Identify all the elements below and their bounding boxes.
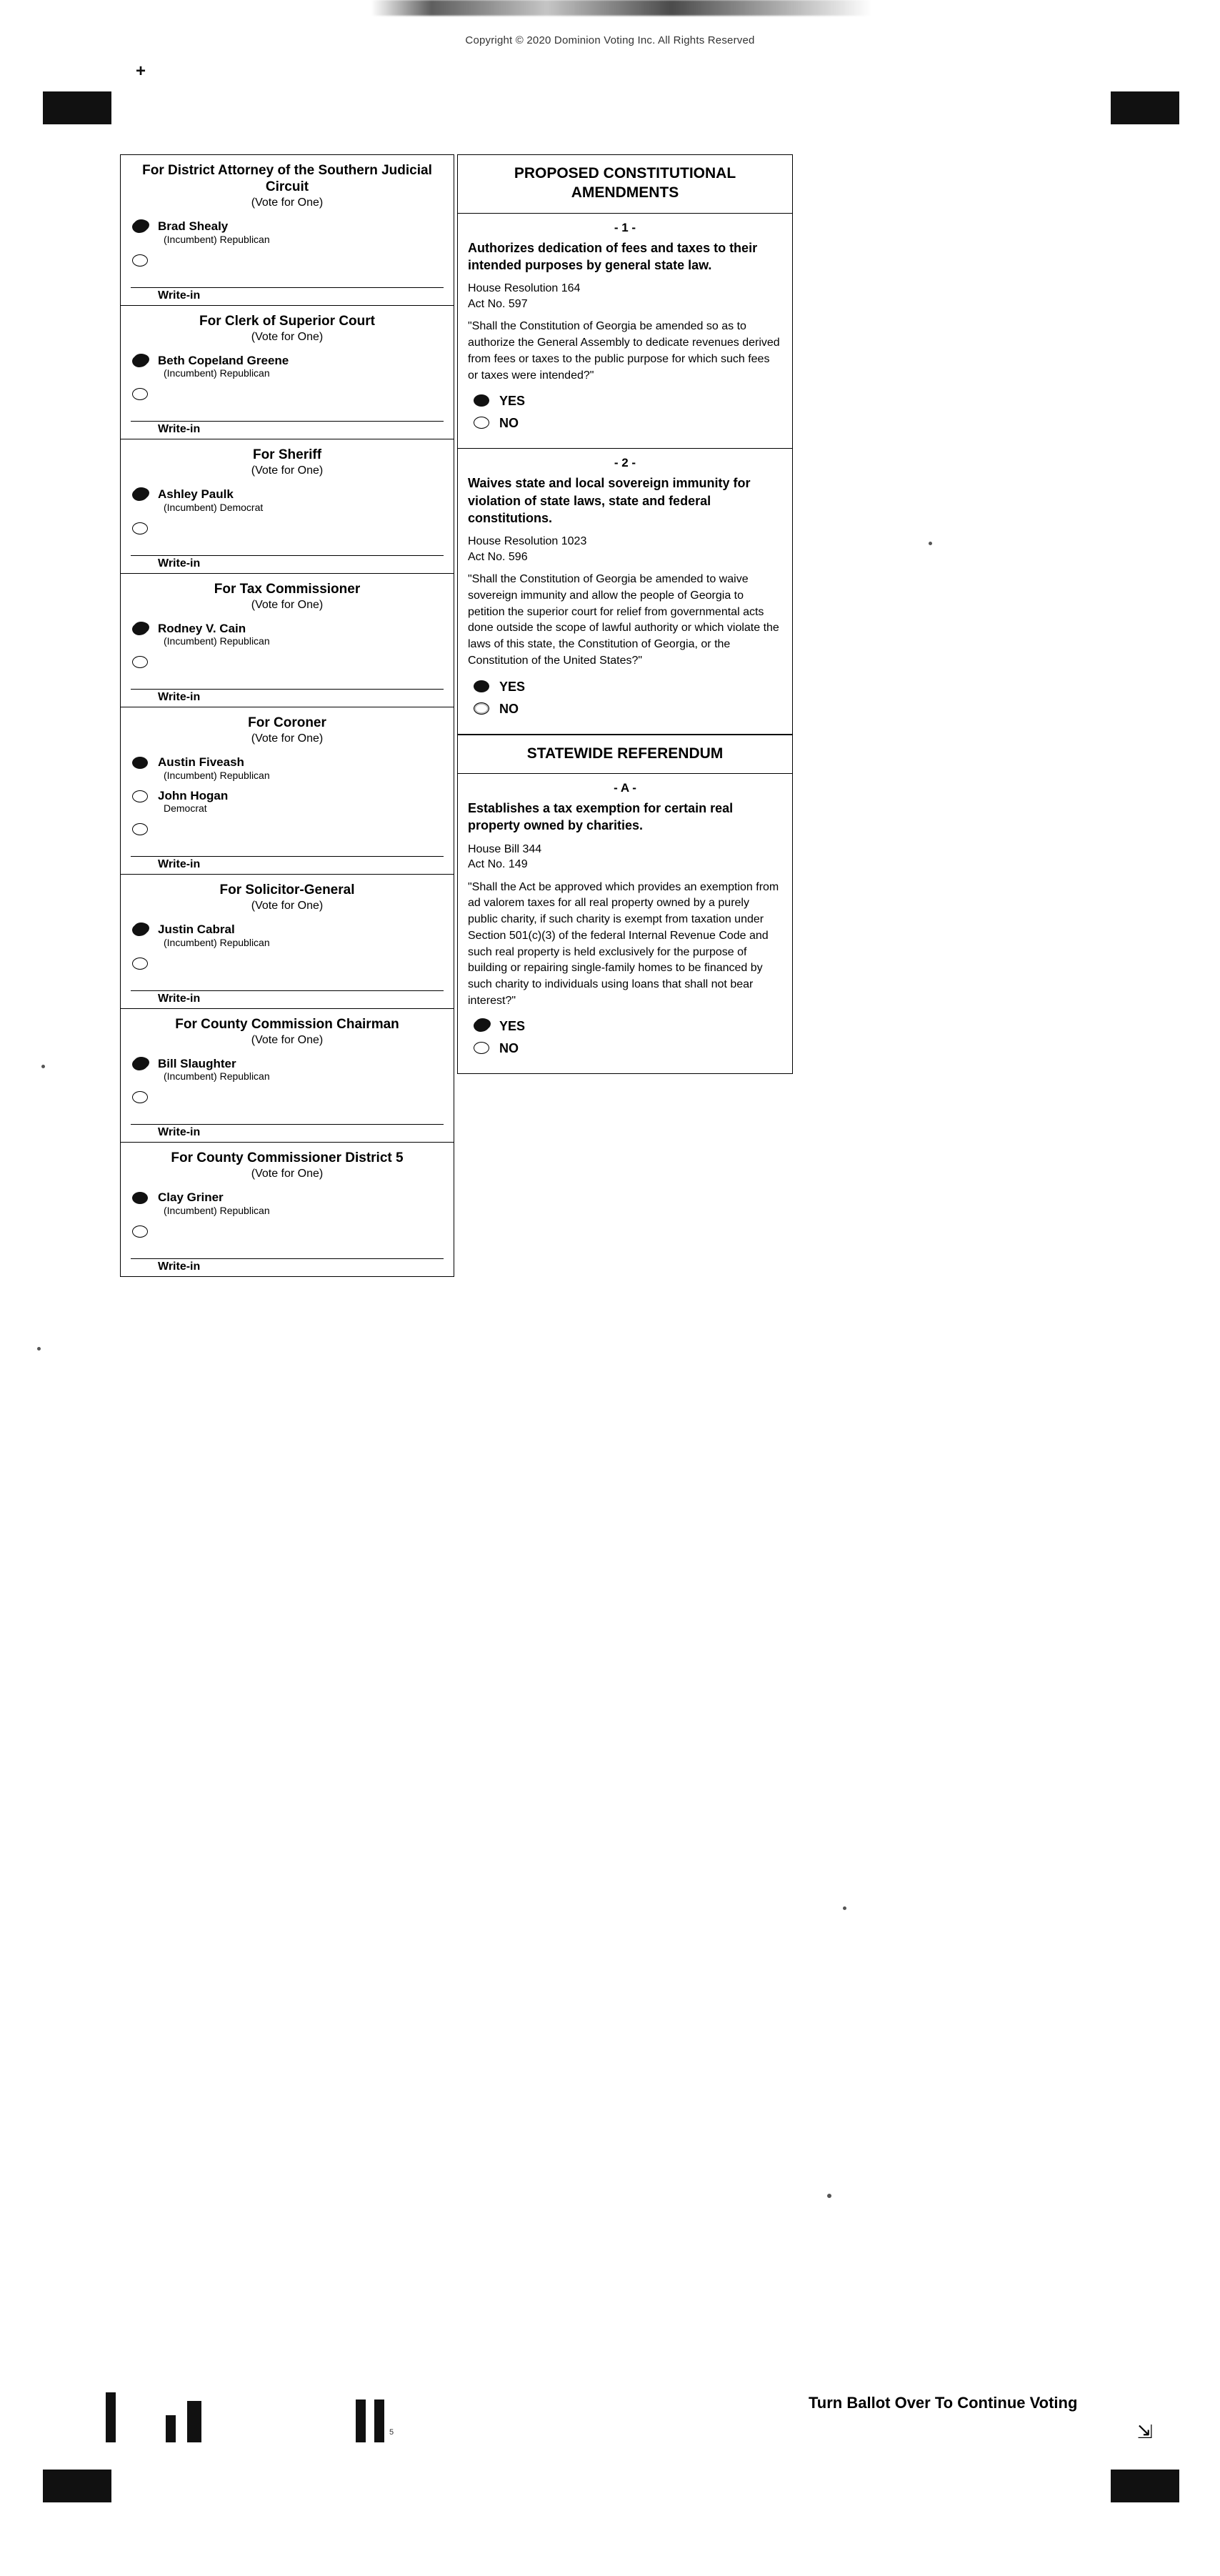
write-in-oval[interactable] [132, 823, 148, 835]
vote-for-instruction: (Vote for One) [251, 598, 324, 611]
candidate-party: (Incumbent) Republican [164, 1070, 270, 1083]
vote-for-instruction: (Vote for One) [251, 1168, 324, 1180]
vote-oval[interactable] [132, 1192, 148, 1204]
vote-for-instruction: (Vote for One) [251, 732, 324, 745]
option-label: NO [499, 1041, 519, 1056]
alignment-bar-2 [166, 2415, 176, 2442]
corner-mark-top-right [1111, 91, 1179, 124]
measure-title: Authorizes dedication of fees and taxes to their intended purposes by general state law. [468, 240, 758, 272]
candidate-option[interactable] [121, 483, 454, 516]
measure-options [458, 389, 792, 442]
candidate-option[interactable] [121, 785, 454, 817]
measure-text: "Shall the Act be approved which provides an exemption from ad valorem taxes for all real property owned by a purely public charity, if such charity is exempt from taxation under Section 501(c)(3) of the federal Internal Revenue Code and such real property is held exclusively for the purpose of building or repairing single-family homes to be financed by such charity to individuals using loans that shall not bear interest?" [468, 880, 779, 1007]
write-in-label: Write-in [158, 289, 201, 302]
scan-speck [929, 542, 932, 545]
write-in-oval[interactable] [132, 388, 148, 400]
contest [120, 1009, 454, 1143]
turn-ballot-instruction: Turn Ballot Over To Continue Voting [809, 2394, 1078, 2412]
measure-title: Waives state and local sovereign immunity for violation of state laws, state and federal constitutions. [468, 476, 751, 525]
vote-for-instruction: (Vote for One) [251, 197, 324, 209]
write-in-line [131, 555, 444, 556]
measure-options [458, 675, 792, 728]
measure-number: - 2 - [614, 456, 636, 470]
contest-title: For County Commission Chairman [175, 1016, 399, 1032]
write-in-oval[interactable] [132, 1225, 148, 1238]
vote-oval[interactable] [132, 221, 148, 233]
contest-column-left [120, 154, 454, 1277]
vote-oval[interactable] [132, 489, 148, 501]
vote-oval[interactable] [132, 757, 148, 769]
vote-oval[interactable] [132, 1058, 148, 1070]
measure-option[interactable] [468, 392, 782, 414]
write-in-line [131, 287, 444, 288]
contest [120, 154, 454, 306]
candidate-name: Brad Shealy [158, 219, 229, 234]
candidate-option[interactable] [121, 918, 454, 951]
candidate-option[interactable] [121, 349, 454, 382]
contest-title: For Clerk of Superior Court [199, 313, 375, 329]
vote-oval[interactable] [132, 623, 148, 635]
measure-option[interactable] [468, 678, 782, 700]
vote-for-instruction: (Vote for One) [251, 330, 324, 343]
measure-reference: House Bill 344 Act No. 149 [468, 842, 542, 871]
write-in-oval[interactable] [132, 958, 148, 970]
vote-oval[interactable] [474, 702, 489, 715]
write-in-label: Write-in [158, 1260, 201, 1273]
candidate-name: Rodney V. Cain [158, 621, 246, 635]
write-in-label: Write-in [158, 557, 201, 570]
write-in-line [131, 1124, 444, 1125]
write-in-area[interactable] [121, 990, 454, 1008]
write-in-area[interactable] [121, 1124, 454, 1142]
write-in-line [131, 856, 444, 857]
option-label: YES [499, 679, 526, 694]
write-in-option[interactable] [121, 650, 454, 682]
scan-artifact-top [371, 0, 871, 16]
vote-for-instruction: (Vote for One) [251, 1033, 324, 1046]
write-in-area[interactable] [121, 1258, 454, 1276]
write-in-oval[interactable] [132, 656, 148, 668]
measure-option[interactable] [468, 1040, 782, 1062]
vote-oval[interactable] [132, 924, 148, 936]
measure-title: Establishes a tax exemption for certain real property owned by charities. [468, 800, 734, 833]
write-in-label: Write-in [158, 423, 201, 436]
candidate-party: (Incumbent) Republican [164, 367, 270, 379]
referendum-body [457, 774, 793, 1075]
contest-title: For Tax Commissioner [214, 581, 361, 597]
registration-mark: + [136, 61, 146, 81]
contest-title: For County Commissioner District 5 [171, 1150, 404, 1166]
write-in-area[interactable] [121, 421, 454, 439]
scan-speck [827, 2194, 831, 2198]
candidate-name: Beth Copeland Greene [158, 353, 289, 367]
vote-for-instruction: (Vote for One) [251, 464, 324, 477]
measure-option[interactable] [468, 700, 782, 722]
write-in-option[interactable] [121, 249, 454, 280]
copyright-notice: Copyright © 2020 Dominion Voting Inc. All Rights Reserved [465, 34, 755, 46]
write-in-line [131, 1258, 444, 1259]
candidate-party: (Incumbent) Republican [164, 635, 270, 647]
vote-oval[interactable] [132, 790, 148, 802]
alignment-bar-1 [106, 2392, 116, 2442]
candidate-party: (Incumbent) Democrat [164, 501, 264, 513]
alignment-bar-4 [356, 2400, 366, 2442]
option-label: NO [499, 416, 519, 431]
measures-column-right [457, 154, 793, 1074]
write-in-option[interactable] [121, 817, 454, 849]
write-in-oval[interactable] [132, 522, 148, 534]
contest [120, 1143, 454, 1277]
candidate-party: (Incumbent) Republican [164, 769, 270, 781]
write-in-option[interactable] [121, 1220, 454, 1251]
contest [120, 875, 454, 1009]
option-label: NO [499, 701, 519, 716]
candidate-name: Ashley Paulk [158, 487, 234, 502]
candidate-party: (Incumbent) Republican [164, 233, 270, 245]
write-in-line [131, 990, 444, 991]
write-in-line [131, 421, 444, 422]
candidate-name: Austin Fiveash [158, 755, 244, 770]
candidate-name: Clay Griner [158, 1190, 224, 1205]
write-in-option[interactable] [121, 952, 454, 983]
vote-oval[interactable] [132, 355, 148, 367]
vote-for-instruction: (Vote for One) [251, 900, 324, 912]
write-in-label: Write-in [158, 691, 201, 704]
contest-title: For Coroner [248, 715, 326, 731]
candidate-option[interactable] [121, 751, 454, 784]
corner-mark-bottom-left [43, 2470, 111, 2502]
candidate-name: Justin Cabral [158, 923, 235, 937]
candidate-option[interactable] [121, 1186, 454, 1219]
measure-option[interactable] [468, 1018, 782, 1040]
candidate-party: (Incumbent) Republican [164, 1204, 270, 1216]
corner-mark-top-left [43, 91, 111, 124]
write-in-oval[interactable] [132, 1091, 148, 1103]
measure-text: "Shall the Constitution of Georgia be amended so as to authorize the General Assembly to dedicate revenues derived from fees or taxes to the public purpose for which such fees or taxes were intended?" [468, 320, 780, 382]
measure-number: - A - [614, 780, 636, 795]
write-in-area[interactable] [121, 856, 454, 874]
option-label: YES [499, 1019, 526, 1034]
candidate-party: Democrat [164, 802, 207, 815]
scan-speck [843, 1906, 846, 1910]
candidate-party: (Incumbent) Republican [164, 936, 270, 948]
candidate-option[interactable] [121, 1053, 454, 1085]
alignment-bar-3 [187, 2401, 201, 2442]
candidate-name: Bill Slaughter [158, 1056, 236, 1070]
contest-title: For Solicitor-General [219, 882, 355, 898]
contest [120, 439, 454, 574]
write-in-area[interactable] [121, 689, 454, 707]
measure-options [458, 1015, 792, 1068]
alignment-bar-label: 5 [389, 2428, 394, 2437]
measure-option[interactable] [468, 414, 782, 437]
candidate-option[interactable] [121, 617, 454, 650]
option-label: YES [499, 394, 526, 409]
write-in-area[interactable] [121, 555, 454, 573]
measure-reference: House Resolution 164 Act No. 597 [468, 282, 581, 310]
candidate-name: John Hogan [158, 788, 229, 802]
amendments-body [457, 214, 793, 449]
corner-mark-bottom-right [1111, 2470, 1179, 2502]
scan-speck [41, 1065, 45, 1068]
measure-reference: House Resolution 1023 Act No. 596 [468, 535, 587, 563]
contest [120, 306, 454, 440]
contest [120, 574, 454, 708]
vote-oval[interactable] [474, 1042, 489, 1054]
measure-number: - 1 - [614, 220, 636, 234]
vote-oval[interactable] [474, 1020, 489, 1032]
write-in-label: Write-in [158, 858, 201, 871]
contest [120, 707, 454, 875]
write-in-option[interactable] [121, 382, 454, 414]
write-in-label: Write-in [158, 992, 201, 1005]
write-in-label: Write-in [158, 1126, 201, 1139]
vote-oval[interactable] [474, 394, 489, 407]
write-in-line [131, 689, 444, 690]
write-in-option[interactable] [121, 517, 454, 548]
write-in-area[interactable] [121, 287, 454, 305]
alignment-bar-5 [374, 2400, 384, 2442]
write-in-oval[interactable] [132, 254, 148, 267]
measure-text: "Shall the Constitution of Georgia be amended to waive sovereign immunity and allow the people of Georgia to petition the superior court for relief from governmental acts done outside the scope of lawful authority or which violate the laws of this state, the Constitution of Georgia, or the Constitution of the United States?" [468, 573, 779, 667]
section-heading-referendum: STATEWIDE REFERENDUM [457, 735, 793, 774]
scan-speck [37, 1347, 41, 1351]
turn-arrow-icon: ⇲ [1137, 2421, 1153, 2442]
vote-oval[interactable] [474, 417, 489, 429]
contest-title: For District Attorney of the Southern Judicial Circuit [142, 163, 432, 195]
candidate-option[interactable] [121, 215, 454, 248]
contest-title: For Sheriff [252, 447, 322, 463]
vote-oval[interactable] [474, 680, 489, 692]
write-in-option[interactable] [121, 1085, 454, 1117]
amendments-body-2 [457, 449, 793, 734]
section-heading-amendments: PROPOSED CONSTITUTIONAL AMENDMENTS [457, 154, 793, 214]
